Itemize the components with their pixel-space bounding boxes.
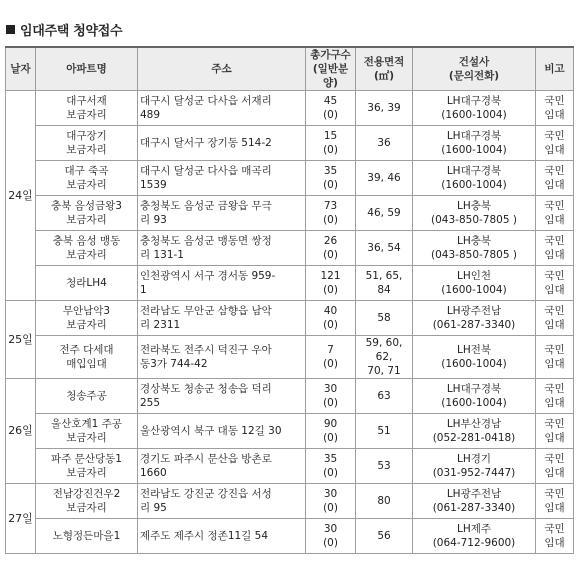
units-cell: 121 (0) [306,266,356,301]
apartment-name-cell: 청송주공 [36,379,138,414]
units-cell: 45 (0) [306,91,356,126]
apartment-name-cell: 대구 죽곡 보금자리 [36,161,138,196]
apartment-name-cell: 청라LH4 [36,266,138,301]
area-cell: 46, 59 [356,196,413,231]
builder-cell: LH광주전남 (061-287-3340) [413,484,536,519]
address-cell: 대구시 달성군 다사읍 매곡리 1539 [138,161,306,196]
units-cell: 90 (0) [306,414,356,449]
address-cell: 제주도 제주시 정존11길 54 [138,519,306,554]
date-cell: 27일 [6,484,36,554]
address-cell: 전라북도 전주시 덕진구 우아 동3가 744-42 [138,336,306,379]
note-cell: 국민 임대 [536,161,574,196]
units-cell: 35 (0) [306,449,356,484]
units-cell: 7 (0) [306,336,356,379]
address-cell: 전라남도 강진군 강진읍 서성 리 95 [138,484,306,519]
area-cell: 39, 46 [356,161,413,196]
apartment-name-cell: 파주 문산당동1 보금자리 [36,449,138,484]
date-cell: 24일 [6,91,36,301]
units-cell: 26 (0) [306,231,356,266]
units-cell: 30 (0) [306,519,356,554]
square-bullet-icon [6,25,15,34]
area-cell: 56 [356,519,413,554]
header-apartment: 아파트명 [36,47,138,91]
table-row [6,379,574,414]
address-cell: 대구시 달성군 다사읍 서재리 489 [138,91,306,126]
address-cell: 울산광역시 북구 대동 12길 30 [138,414,306,449]
header-builder: 건설사 (문의전화) [413,47,536,91]
apartment-name-cell: 울산호계1 주공 보금자리 [36,414,138,449]
builder-cell: LH부산경남 (052-281-0418) [413,414,536,449]
table-row [6,519,574,554]
units-cell: 40 (0) [306,301,356,336]
rental-housing-table [5,46,574,554]
builder-cell: LH전북 (1600-1004) [413,336,536,379]
header-note: 비고 [536,47,574,91]
address-cell: 전라남도 무안군 삼향읍 남악 리 2311 [138,301,306,336]
apartment-name-cell: 충북 음성 맹동 보금자리 [36,231,138,266]
apartment-name-cell: 무안남악3 보금자리 [36,301,138,336]
table-row [6,266,574,301]
note-cell: 국민 임대 [536,449,574,484]
header-units: 총가구수 (일반분양) [306,47,356,91]
note-cell: 국민 임대 [536,196,574,231]
builder-cell: LH제주 (064-712-9600) [413,519,536,554]
units-cell: 73 (0) [306,196,356,231]
note-cell: 국민 임대 [536,266,574,301]
table-row [6,231,574,266]
note-cell: 국민 임대 [536,91,574,126]
note-cell: 국민 임대 [536,519,574,554]
builder-cell: LH대구경북 (1600-1004) [413,91,536,126]
note-cell: 국민 임대 [536,126,574,161]
builder-cell: LH광주전남 (061-287-3340) [413,301,536,336]
table-body [6,91,574,554]
table-row [6,301,574,336]
units-cell: 15 (0) [306,126,356,161]
builder-cell: LH대구경북 (1600-1004) [413,126,536,161]
area-cell: 36 [356,126,413,161]
address-cell: 경상북도 청송군 청송읍 덕리 255 [138,379,306,414]
apartment-name-cell: 충북 음성금왕3 보금자리 [36,196,138,231]
area-cell: 36, 39 [356,91,413,126]
area-cell: 58 [356,301,413,336]
area-cell: 51 [356,414,413,449]
table-row [6,449,574,484]
page-title [6,20,122,39]
table-row [6,484,574,519]
table-row [6,414,574,449]
units-cell: 30 (0) [306,379,356,414]
table-row [6,196,574,231]
units-cell: 35 (0) [306,161,356,196]
header-date: 날자 [6,47,36,91]
units-cell: 30 (0) [306,484,356,519]
address-cell: 경기도 파주시 문산읍 방촌로 1660 [138,449,306,484]
note-cell: 국민 임대 [536,414,574,449]
address-cell: 충청북도 음성군 금왕읍 무극 리 93 [138,196,306,231]
table-row [6,161,574,196]
area-cell: 36, 54 [356,231,413,266]
builder-cell: LH경기 (031-952-7447) [413,449,536,484]
header-row [6,47,574,91]
area-cell: 59, 60, 62, 70, 71 [356,336,413,379]
address-cell: 대구시 달서구 장기동 514-2 [138,126,306,161]
builder-cell: LH대구경북 (1600-1004) [413,161,536,196]
header-address: 주소 [138,47,306,91]
builder-cell: LH충북 (043-850-7805 ) [413,196,536,231]
apartment-name-cell: 노형정든마을1 [36,519,138,554]
builder-cell: LH대구경북 (1600-1004) [413,379,536,414]
apartment-name-cell: 전주 다세대 매입임대 [36,336,138,379]
area-cell: 53 [356,449,413,484]
area-cell: 63 [356,379,413,414]
table-row [6,336,574,379]
note-cell: 국민 임대 [536,484,574,519]
apartment-name-cell: 대구장기 보금자리 [36,126,138,161]
page-title-text: 임대주택 청약접수 [20,24,123,39]
table-row [6,91,574,126]
builder-cell: LH인천 (1600-1004) [413,266,536,301]
apartment-name-cell: 전남강진건우2 보금자리 [36,484,138,519]
note-cell: 국민 임대 [536,231,574,266]
address-cell: 인천광역시 서구 경서동 959- 1 [138,266,306,301]
date-cell: 26일 [6,379,36,484]
note-cell: 국민 임대 [536,379,574,414]
date-cell: 25일 [6,301,36,379]
address-cell: 충청북도 음성군 맹동면 쌍정 리 131-1 [138,231,306,266]
builder-cell: LH충북 (043-850-7805 ) [413,231,536,266]
header-area: 전용면적 (㎡) [356,47,413,91]
area-cell: 80 [356,484,413,519]
apartment-name-cell: 대구서재 보금자리 [36,91,138,126]
table-row [6,126,574,161]
note-cell: 국민 임대 [536,336,574,379]
area-cell: 51, 65, 84 [356,266,413,301]
note-cell: 국민 임대 [536,301,574,336]
